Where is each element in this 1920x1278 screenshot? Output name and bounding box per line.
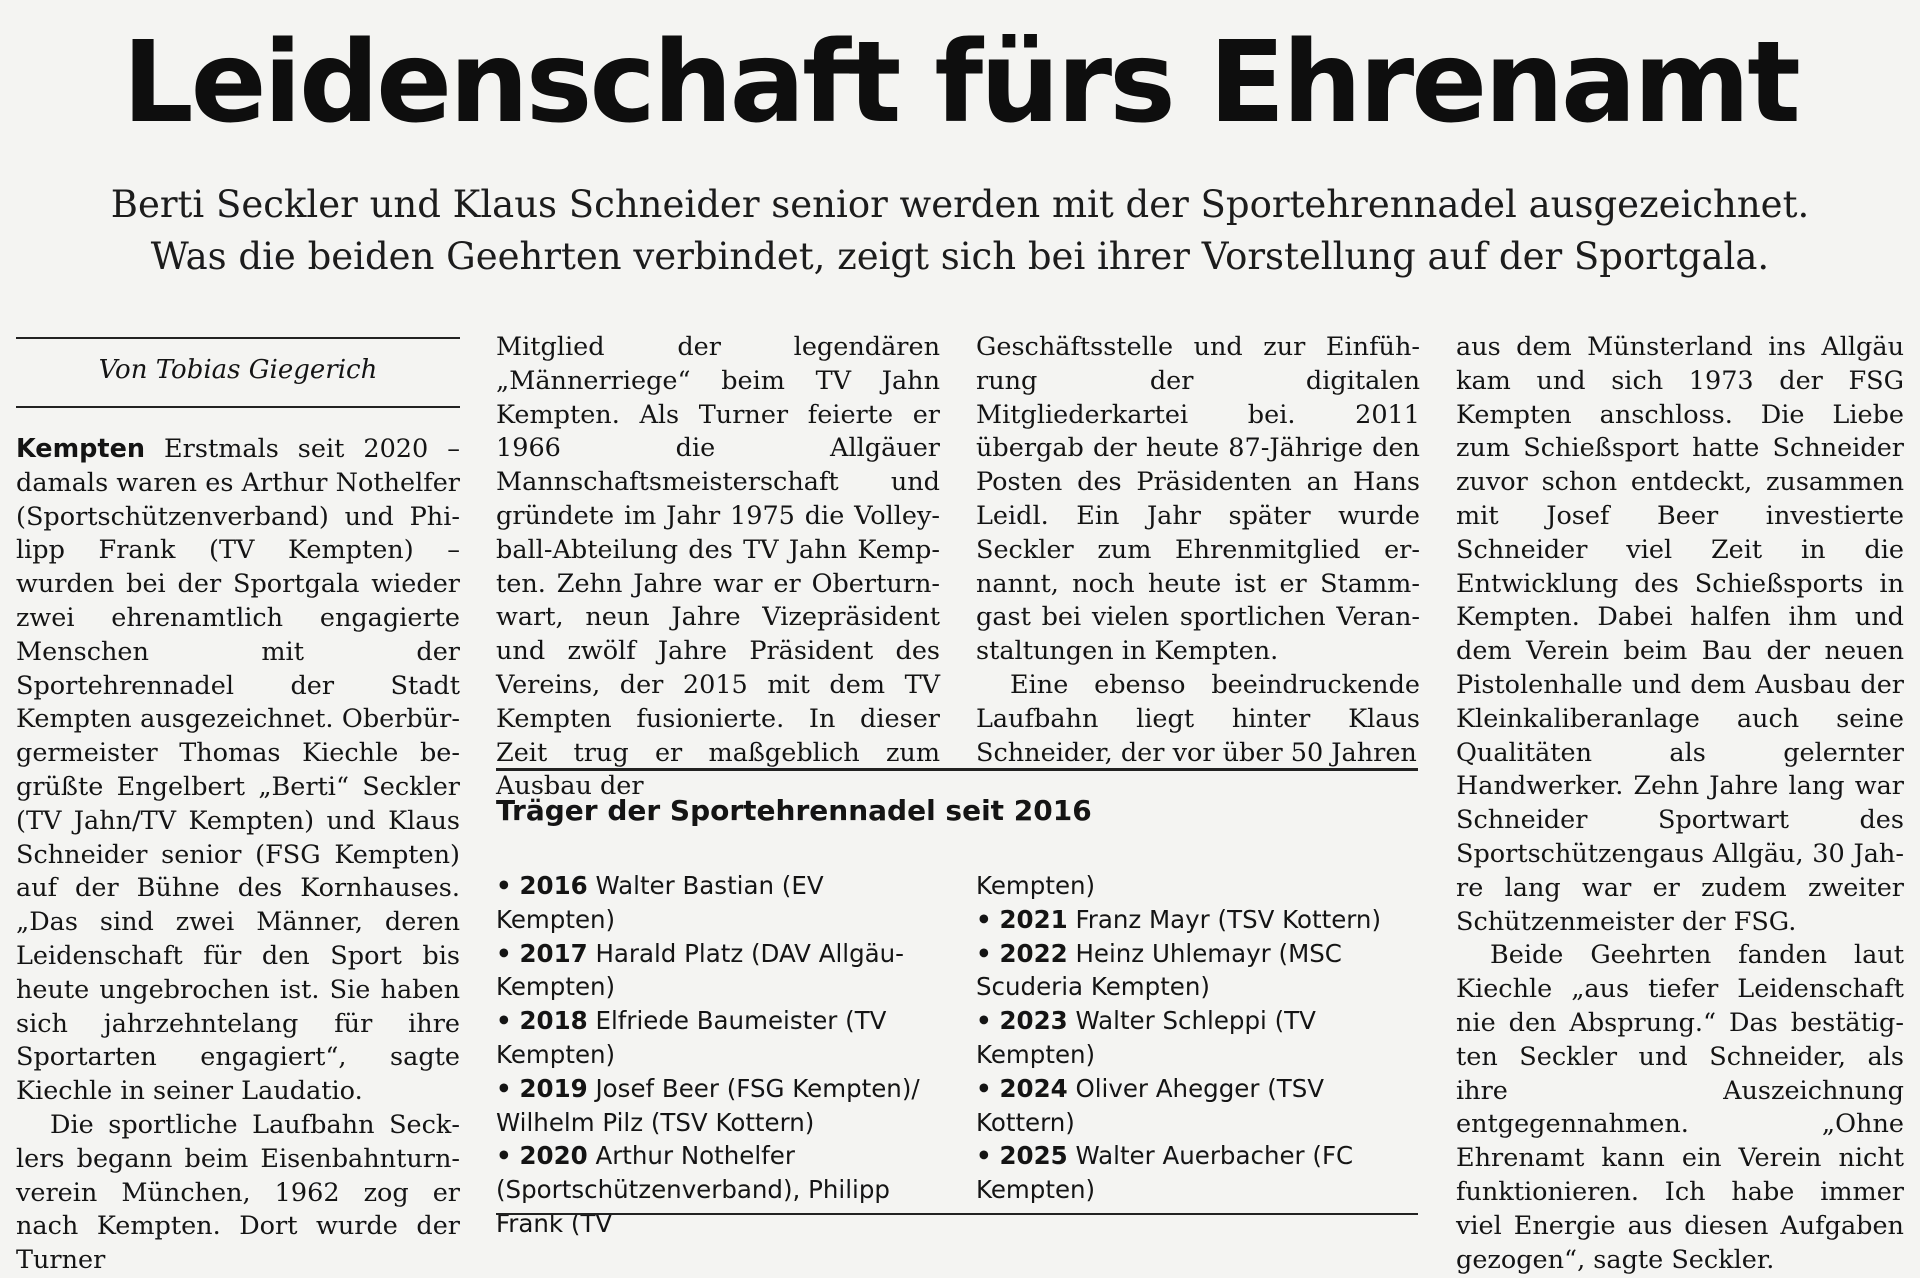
list-item-continued: Kempten) <box>976 871 1096 900</box>
list-text: Franz Mayr (TSV Kottern) <box>1067 904 1382 934</box>
paragraph: Eine ebenso beeindruckende Laufbahn liegt hinter Klaus Schneider, der vor über 50 Jahren <box>976 669 1420 768</box>
byline-rule-top <box>16 337 460 339</box>
bullet-icon: • <box>976 938 992 968</box>
infobox-rule-bottom <box>496 1213 1418 1215</box>
list-year: 2023 <box>999 1006 1068 1036</box>
infobox-list-left <box>496 869 946 1241</box>
bullet-icon: • <box>496 1006 512 1036</box>
list-item <box>496 937 946 1005</box>
list-item <box>976 1004 1426 1072</box>
list-item <box>976 937 1426 1005</box>
byline-rule-bottom <box>16 406 460 408</box>
bullet-icon: • <box>976 1141 992 1171</box>
dateline: Kempten <box>16 434 146 464</box>
headline: Leidenschaft fürs Ehrenamt <box>122 18 1798 148</box>
list-text: Walter Auerbacher (FC Kempten) <box>976 1141 1354 1205</box>
paragraph: Die sportliche Laufbahn Secklers begann beim Eisenbahnturnverein München, 1962 zog er nach Kempten. Dort wurde der Turner <box>16 1109 460 1276</box>
infobox-title: Träger der Sportehrennadel seit 2016 <box>496 794 1092 827</box>
paragraph: aus dem Münsterland ins Allgäu kam und sich 1973 der FSG Kempten anschloss. Die Liebe zum Schießsport hatte Schneider zuvor schon entdeckt, zusammen mit Josef Beer investierte Schneider viel Zeit in die Entwicklung des Schießsports in Kempten. Dabei halfen ihm und dem Verein beim Bau der neuen Pistolenhalle und dem Ausbau der Kleinkaliberanlage auch seine Qualitäten als gelernter Handwerker. Zehn Jahre lang war Schneider Sportwart des Sportschützengaus Allgäu, 30 Jahre lang war er zudem zweiter Schützenmeister der FSG. <box>1456 332 1904 937</box>
list-text: Heinz Uhlemayr (MSC Scuderia Kempten) <box>976 938 1342 1002</box>
list-text: Oliver Ahegger (TSV Kottern) <box>976 1073 1325 1137</box>
bullet-icon: • <box>496 1073 512 1103</box>
paragraph-text: Erstmals seit 2020 – damals waren es Arthur Nothelfer (Sportschützenverband) und Philipp Frank (TV Kempten) – wurden bei der Sportgala wieder zwei ehrenamtlich engagierte Menschen mit der Sportehrennadel der Stadt Kempten ausgezeichnet. Oberbürgermeister Thomas Kiechle begrüßte Engelbert „Berti“ Seckler (TV Jahn/TV Kempten) und Klaus Schneider senior (FSG Kempten) auf der Bühne des Kornhauses. „Das sind zwei Männer, deren Leidenschaft für den Sport bis heute ungebrochen ist. Sie haben sich jahrzehntelang für ihre Sportarten engagiert“, sagte Kiechle in seiner Laudatio. <box>16 434 460 1107</box>
list-item <box>496 869 946 937</box>
list-year: 2024 <box>999 1073 1068 1103</box>
byline: Von Tobias Giegerich <box>98 355 378 385</box>
paragraph: Beide Geehrten fanden laut Kiechle „aus tiefer Leidenschaft nie den Absprung.“ Das bestätigten Seckler und Schneider, als ihre Auszeichnung entgegennahmen. „Ohne Ehrenamt kann ein Verein nicht funktionieren. Ich habe immer viel Energie aus diesen Aufgaben gezogen“, sagte Seckler. <box>1456 940 1904 1275</box>
paragraph: Mitglied der legendären „Männerriege“ beim TV Jahn Kempten. Als Turner feierte er 1966 die Allgäuer Mannschaftsmeisterschaft und gründete im Jahr 1975 die Volleyball-Abteilung des TV Jahn Kempten. Zehn Jahre war er Oberturnwart, neun Jahre Vizepräsident und zwölf Jahre Präsident des Vereins, der 2015 mit dem TV Kempten fusionierte. In dieser Zeit trug er maßgeblich zum Ausbau der <box>496 332 940 802</box>
article-column-1 <box>16 433 460 1278</box>
bullet-icon: • <box>496 871 512 900</box>
bullet-icon: • <box>976 1073 992 1103</box>
subheadline-line-2: Was die beiden Geehrten verbindet, zeigt sich bei ihrer Vorstellung auf der Sportgala. <box>150 235 1770 278</box>
list-year: 2019 <box>519 1073 588 1103</box>
subheadline-line-1: Berti Seckler und Klaus Schneider senior werden mit der Sportehrennadel ausgezeichnet. <box>110 183 1810 226</box>
list-text: Josef Beer (FSG Kempten)/ Wilhelm Pilz (TSV Kottern) <box>496 1073 920 1137</box>
bullet-icon: • <box>496 1141 512 1171</box>
list-text: Elfriede Baumeister (TV Kempten) <box>496 1006 887 1069</box>
bullet-icon: • <box>496 938 512 968</box>
infobox-rule-top <box>496 768 1418 771</box>
list-text: Harald Platz (DAV Allgäu-Kempten) <box>496 938 905 1002</box>
list-year: 2018 <box>519 1006 588 1036</box>
list-item <box>976 1072 1426 1140</box>
paragraph <box>16 433 460 1109</box>
list-year: 2025 <box>999 1141 1068 1171</box>
bullet-icon: • <box>976 1006 992 1036</box>
list-text: Arthur Nothelfer (Sportschützenverband), Philipp Frank (TV <box>496 1141 890 1238</box>
bullet-icon: • <box>976 904 992 934</box>
article-column-4 <box>1456 331 1904 1277</box>
list-item <box>976 1139 1426 1207</box>
list-text: Walter Schleppi (TV Kempten) <box>976 1006 1316 1069</box>
list-text: Walter Bastian (EV Kempten) <box>496 871 824 934</box>
list-item <box>496 1139 946 1240</box>
list-year: 2022 <box>999 938 1068 968</box>
article-column-3 <box>976 331 1420 770</box>
list-year: 2016 <box>519 871 588 900</box>
infobox-list-right <box>976 869 1426 1207</box>
list-year: 2020 <box>519 1141 588 1171</box>
paragraph: Geschäftsstelle und zur Einführung der digitalen Mitgliederkartei bei. 2011 übergab der heute 87-Jährige den Posten des Präsidenten an Hans Leidl. Ein Jahr später wurde Seckler zum Ehrenmitglied ernannt, noch heute ist er Stammgast bei vielen sportlichen Veranstaltungen in Kempten. <box>976 332 1420 667</box>
list-year: 2021 <box>999 904 1068 934</box>
list-item <box>496 1004 946 1072</box>
list-year: 2017 <box>519 938 588 968</box>
list-item <box>496 1072 946 1140</box>
list-item <box>976 903 1426 937</box>
article-column-2 <box>496 331 940 804</box>
